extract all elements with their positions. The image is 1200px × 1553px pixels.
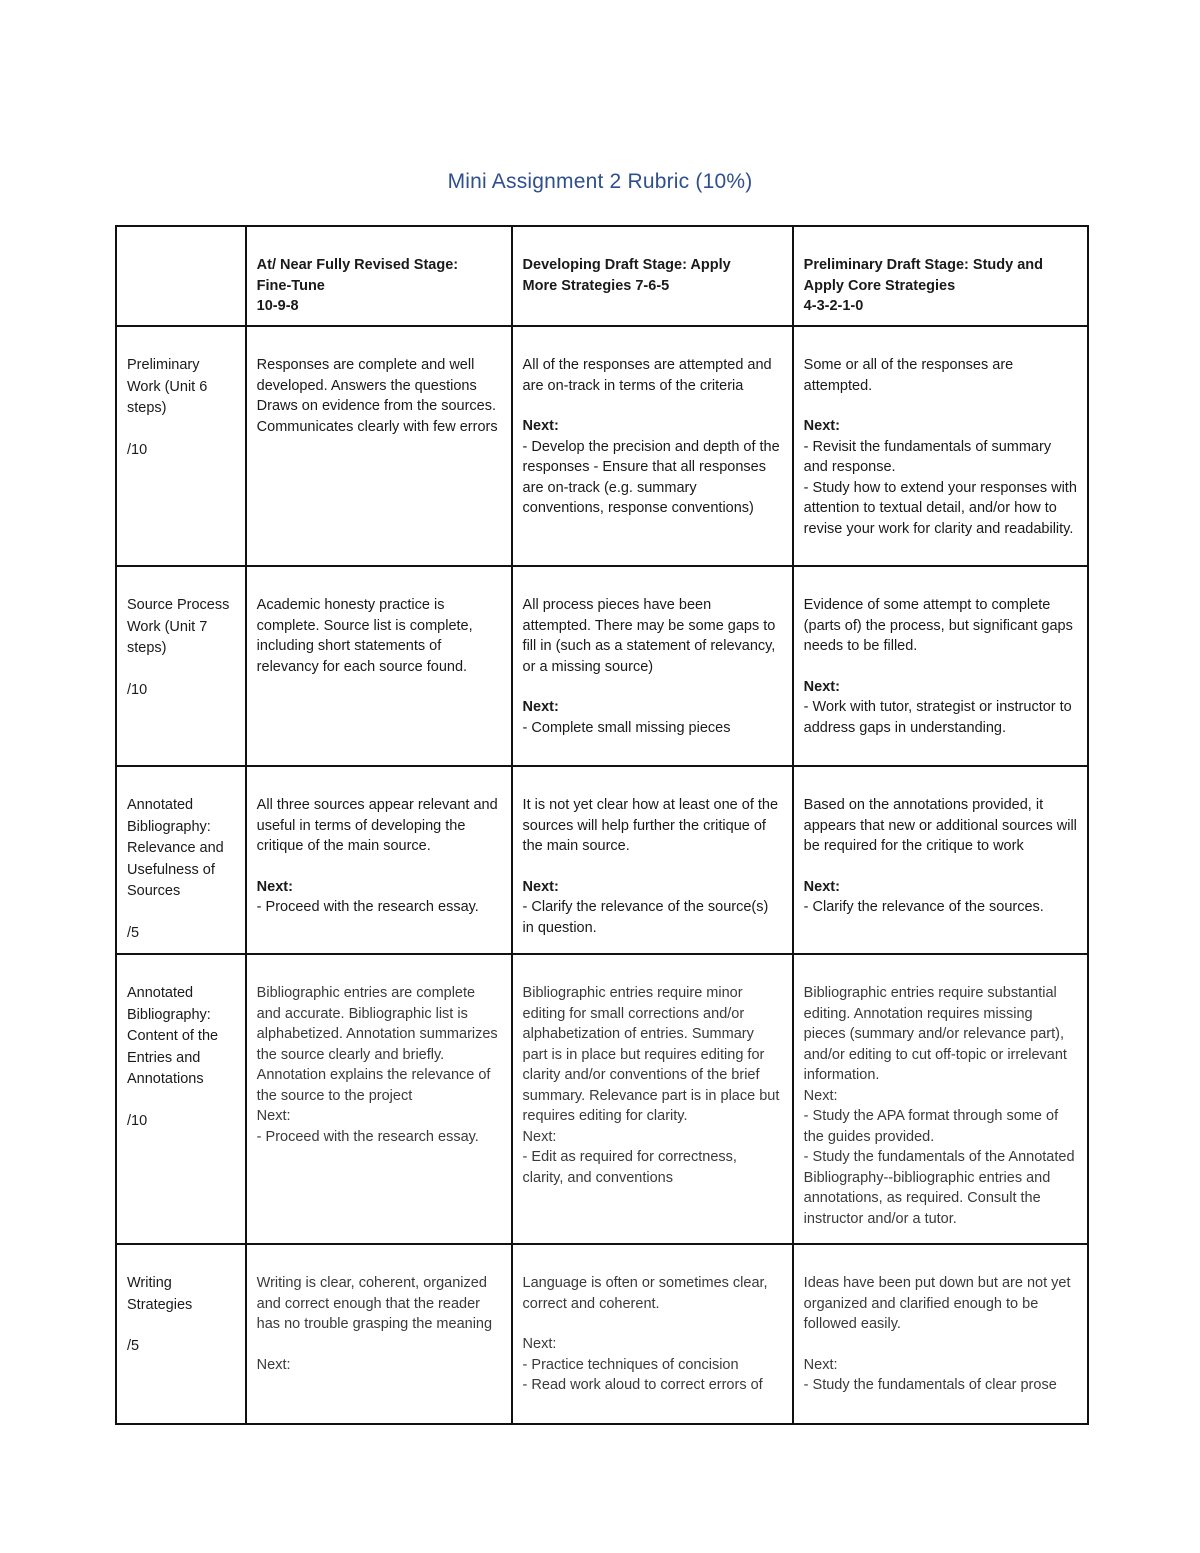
descriptor-text: Ideas have been put down but are not yet organized and clarified enough to be followed easily. [803, 1275, 1071, 1332]
level-b-cell [512, 1244, 793, 1424]
next-label: Next: [256, 878, 293, 895]
level-c-cell [793, 566, 1088, 766]
criterion-score: /5 [127, 924, 140, 941]
level-a-cell [246, 1244, 512, 1424]
header-line: Fine-Tune [256, 277, 325, 294]
header-cell-fully-revised [246, 226, 512, 326]
table-row [116, 566, 1088, 766]
criterion-cell [116, 954, 246, 1244]
next-step: - Study the APA format through some of the guides provided. [803, 1108, 1059, 1145]
page-title: Mini Assignment 2 Rubric (10%) [447, 170, 753, 193]
descriptor-text: Bibliographic entries require substantial editing. Annotation requires missing pieces (summary and/or relevance part), and/or editing to cut off-topic or irrelevant information. [803, 985, 1067, 1083]
rubric-table [115, 225, 1089, 1425]
header-line: At/ Near Fully Revised Stage: [256, 257, 459, 273]
level-a-cell [246, 766, 512, 954]
level-a-cell [246, 566, 512, 766]
table-row [116, 1244, 1088, 1424]
next-label: Next: [522, 1336, 557, 1352]
next-label: Next: [803, 878, 840, 895]
next-label: Next: [522, 418, 559, 434]
next-step: - Work with tutor, strategist or instructor to address gaps in understanding. [803, 699, 1072, 736]
header-row [116, 226, 1088, 326]
next-step: - Develop the precision and depth of the responses - Ensure that all responses are on-track (e.g. summary conventions, response conventions) [522, 438, 780, 516]
next-step: - Read work aloud to correct errors of [522, 1377, 763, 1393]
level-c-cell [793, 1244, 1088, 1424]
next-step: - Complete small missing pieces [522, 719, 731, 736]
criterion-score: /10 [127, 441, 148, 458]
header-cell-empty [116, 226, 246, 326]
criterion-cell [116, 766, 246, 954]
table-row [116, 954, 1088, 1244]
next-step: - Revisit the fundamentals of summary and response. [803, 438, 1052, 475]
level-c-cell [793, 326, 1088, 566]
descriptor-text: Evidence of some attempt to complete (parts of) the process, but significant gaps needs to be filled. [803, 597, 1073, 654]
next-step: - Clarify the relevance of the source(s) in question. [522, 899, 769, 936]
next-step: - Study the fundamentals of clear prose [803, 1377, 1057, 1393]
next-step: - Practice techniques of concision [522, 1356, 739, 1373]
descriptor-text: All of the responses are attempted and are on-track in terms of the criteria [522, 357, 772, 394]
criterion-cell [116, 566, 246, 766]
header-line: Developing Draft Stage: Apply [522, 257, 731, 273]
header-line: 10-9-8 [256, 298, 299, 314]
descriptor-text: Responses are complete and well developed. Answers the questions Draws on evidence from the sources. Communicates clearly with few errors [256, 357, 498, 435]
table-row [116, 766, 1088, 954]
header-cell-developing-draft [512, 226, 793, 326]
header-line: Preliminary Draft Stage: Study and [803, 257, 1043, 273]
descriptor-text: Bibliographic entries are complete and accurate. Bibliographic list is alphabetized. Annotation summarizes the source clearly and briefly. Annotation explains the relevance of the source to the project [256, 985, 498, 1104]
descriptor-text: Some or all of the responses are attempted. [803, 357, 1014, 394]
descriptor-text: Bibliographic entries require minor editing for small corrections and/or alphabetization of entries. Summary part is in place but requires editing for clarity and/or conventions of the brief summary. Relevance part is in place but requires editing for clarity. [522, 985, 780, 1124]
descriptor-text: Academic honesty practice is complete. Source list is complete, including short statements of relevancy for each source found. [256, 597, 473, 675]
next-label: Next: [803, 1087, 838, 1104]
header-line: More Strategies 7-6-5 [522, 277, 670, 294]
header-line: Apply Core Strategies [803, 277, 956, 294]
next-label: Next: [803, 418, 840, 434]
descriptor-text: Based on the annotations provided, it appears that new or additional sources will be required for the critique to work [803, 797, 1077, 854]
next-label: Next: [522, 1128, 557, 1145]
next-label: Next: [522, 878, 559, 895]
descriptor-text: All process pieces have been attempted. There may be some gaps to fill in (such as a statement of relevancy, or a missing source) [522, 597, 776, 675]
header-line: 4-3-2-1-0 [803, 298, 864, 314]
level-b-cell [512, 954, 793, 1244]
criterion-name: Preliminary Work (Unit 6 steps) [127, 357, 208, 416]
criterion-name: Source Process Work (Unit 7 steps) [127, 597, 230, 656]
criterion-cell [116, 326, 246, 566]
level-b-cell [512, 326, 793, 566]
next-step: - Study the fundamentals of the Annotated Bibliography--bibliographic entries and annotations, as required. Consult the instructor and/or a tutor. [803, 1149, 1075, 1227]
level-a-cell [246, 326, 512, 566]
next-step: - Proceed with the research essay. [256, 1128, 479, 1145]
descriptor-text: All three sources appear relevant and useful in terms of developing the critique of the main source. [256, 797, 498, 854]
next-step: - Clarify the relevance of the sources. [803, 899, 1044, 915]
next-step: - Edit as required for correctness, clarity, and conventions [522, 1149, 737, 1186]
next-label: Next: [803, 1356, 838, 1373]
criterion-score: /10 [127, 1112, 148, 1129]
descriptor-text: Language is often or sometimes clear, correct and coherent. [522, 1275, 768, 1312]
next-step: - Study how to extend your responses with attention to textual detail, and/or how to revise your work for clarity and readability. [803, 479, 1077, 537]
descriptor-text: Writing is clear, coherent, organized and correct enough that the reader has no trouble grasping the meaning [256, 1275, 493, 1332]
criterion-cell [116, 1244, 246, 1424]
table-row [116, 326, 1088, 566]
next-step: - Proceed with the research essay. [256, 899, 479, 915]
level-c-cell [793, 954, 1088, 1244]
level-a-cell [246, 954, 512, 1244]
next-label: Next: [256, 1108, 291, 1124]
criterion-score: /5 [127, 1338, 140, 1354]
criterion-score: /10 [127, 681, 148, 698]
next-label: Next: [803, 678, 840, 695]
criterion-name: Annotated Bibliography: Relevance and Usefulness of Sources [127, 797, 224, 899]
descriptor-text: It is not yet clear how at least one of the sources will help further the critique of the main source. [522, 797, 779, 854]
header-cell-preliminary-draft [793, 226, 1088, 326]
level-b-cell [512, 566, 793, 766]
next-label: Next: [522, 699, 559, 715]
level-b-cell [512, 766, 793, 954]
level-c-cell [793, 766, 1088, 954]
next-label: Next: [256, 1356, 291, 1373]
criterion-name: Annotated Bibliography: Content of the Entries and Annotations [127, 985, 219, 1087]
criterion-name: Writing Strategies [127, 1275, 193, 1313]
